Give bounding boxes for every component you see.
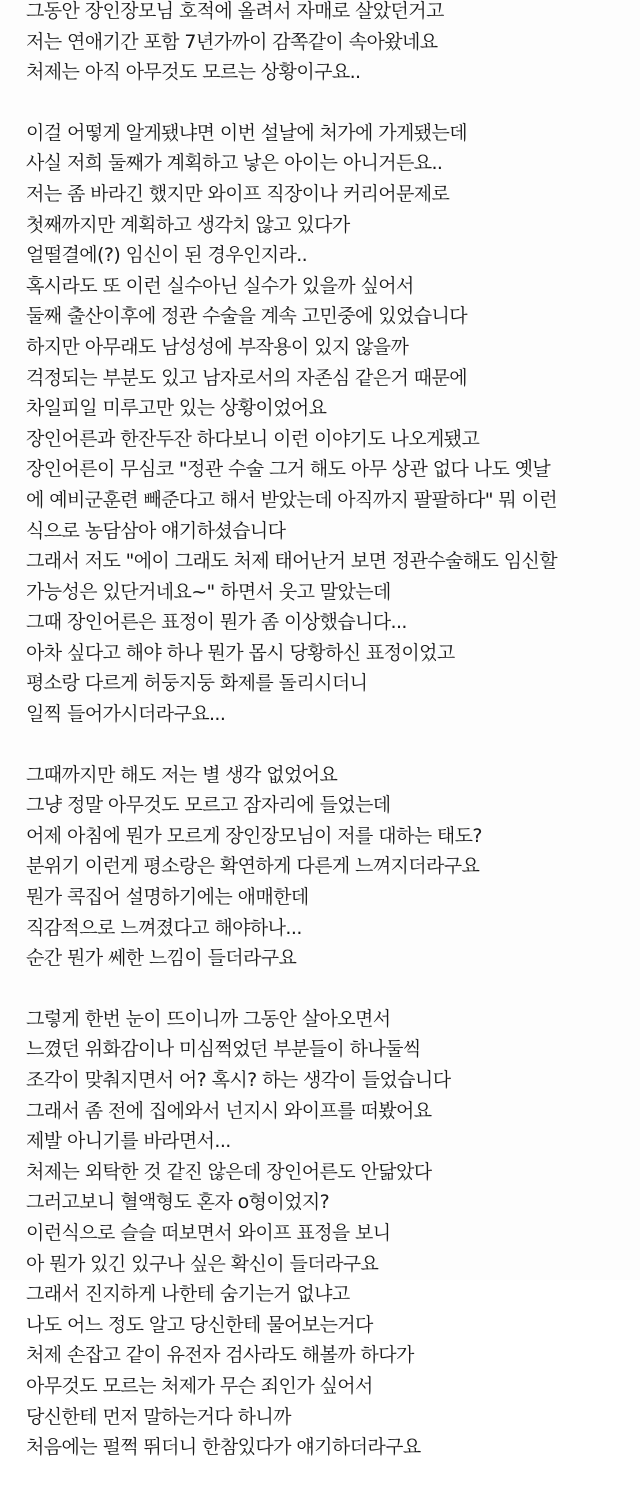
text-line: 그동안 장인장모님 호적에 올려서 자매로 살았던거고 — [26, 0, 444, 22]
text-line: 그래서 진지하게 나한테 숨기는거 없냐고 — [26, 1283, 350, 1306]
paragraph — [26, 760, 632, 974]
paragraph — [26, 1004, 632, 1463]
text-line: 아차 싶다고 해야 하나 뭔가 몹시 당황하신 표정이었고 — [26, 641, 455, 664]
text-line: 저는 좀 바라긴 했지만 와이프 직장이나 커리어문제로 — [26, 182, 450, 205]
text-line: 차일피일 미루고만 있는 상황이었어요 — [26, 397, 327, 420]
text-line: 처음에는 펄쩍 뛰더니 한참있다가 얘기하더라구요 — [26, 1436, 421, 1459]
text-line: 혹시라도 또 이런 실수아닌 실수가 있을까 싶어서 — [26, 274, 414, 297]
text-line: 첫째까지만 계획하고 생각치 않고 있다가 — [26, 213, 350, 236]
text-line: 가능성은 있단거네요~" 하면서 웃고 말았는데 — [26, 580, 391, 603]
text-line: 그때까지만 해도 저는 별 생각 없었어요 — [26, 763, 338, 786]
text-line: 나도 어느 정도 알고 당신한테 물어보는거다 — [26, 1313, 373, 1336]
text-line: 조각이 맞춰지면서 어? 혹시? 하는 생각이 들었습니다 — [26, 1069, 451, 1091]
text-line: 그래서 저도 "에이 그래도 처제 태어난거 보면 정관수술해도 임신할 — [26, 550, 558, 573]
text-line: 분위기 이런게 평소랑은 확연하게 다른게 느껴지더라구요 — [26, 855, 480, 878]
text-line: 하지만 아무래도 남성성에 부작용이 있지 않을까 — [26, 335, 409, 358]
text-line: 평소랑 다르게 허둥지둥 화제를 돌리시더니 — [26, 672, 368, 695]
text-line: 처제는 외탁한 것 같진 않은데 장인어른도 안닮았다 — [26, 1160, 432, 1183]
text-line: 처제 손잡고 같이 유전자 검사라도 해볼까 하다가 — [26, 1344, 414, 1367]
text-line: 어제 아침에 뭔가 모르게 장인장모님이 저를 대하는 태도? — [26, 824, 482, 847]
text-line: 이걸 어떻게 알게됐냐면 이번 설날에 처가에 가게됐는데 — [26, 121, 467, 144]
post-text-body — [26, 0, 632, 1493]
text-line: 그냥 정말 아무것도 모르고 잠자리에 들었는데 — [26, 794, 391, 817]
text-line: 걱정되는 부분도 있고 남자로서의 자존심 같은거 때문에 — [26, 366, 467, 389]
text-line: 장인어른과 한잔두잔 하다보니 이런 이야기도 나오게됐고 — [26, 427, 480, 450]
text-line: 일찍 들어가시더라구요... — [26, 703, 226, 726]
text-line: 느꼈던 위화감이나 미심쩍었던 부분들이 하나둘씩 — [26, 1038, 421, 1061]
text-line: 식으로 농담삼아 얘기하셨습니다 — [26, 519, 286, 542]
text-line: 당신한테 먼저 말하는거다 하니까 — [26, 1405, 291, 1428]
text-line: 처제는 아직 아무것도 모르는 상황이구요.. — [26, 61, 361, 84]
text-line: 그렇게 한번 눈이 뜨이니까 그동안 살아오면서 — [26, 1007, 391, 1030]
text-line: 그러고보니 혈액형도 혼자 o형이었지? — [26, 1191, 330, 1214]
text-line: 장인어른이 무심코 "정관 수술 그거 해도 아무 상관 없다 나도 옛날 — [26, 458, 551, 481]
text-line: 아 뭔가 있긴 있구나 싶은 확신이 들더라구요 — [26, 1252, 379, 1275]
text-line: 사실 저희 둘째가 계획하고 낳은 아이는 아니거든요.. — [26, 152, 443, 175]
text-line: 둘째 출산이후에 정관 수술을 계속 고민중에 있었습니다 — [26, 305, 467, 328]
text-line: 뭔가 콕집어 설명하기에는 애매한데 — [26, 886, 309, 909]
paragraph — [26, 0, 632, 88]
text-line: 직감적으로 느껴졌다고 해야하나... — [26, 916, 302, 939]
text-line: 이런식으로 슬슬 떠보면서 와이프 표정을 보니 — [26, 1221, 391, 1244]
text-line: 순간 뭔가 쎄한 느낌이 들더라구요 — [26, 947, 297, 970]
text-line: 얼떨결에(?) 임신이 된 경우인지라.. — [26, 244, 308, 267]
text-line: 아무것도 모르는 처제가 무슨 죄인가 싶어서 — [26, 1374, 373, 1397]
text-line: 그때 장인어른은 표정이 뭔가 좀 이상했습니다... — [26, 611, 407, 634]
text-line: 제발 아니기를 바라면서... — [26, 1130, 231, 1153]
paragraph — [26, 118, 632, 730]
text-line: 그래서 좀 전에 집에와서 넌지시 와이프를 떠봤어요 — [26, 1099, 432, 1122]
text-line: 저는 연애기간 포함 7년가까이 감쪽같이 속아왔네요 — [26, 30, 438, 53]
text-line: 에 예비군훈련 빼준다고 해서 받았는데 아직까지 팔팔하다" 뭐 이런 — [26, 488, 558, 511]
